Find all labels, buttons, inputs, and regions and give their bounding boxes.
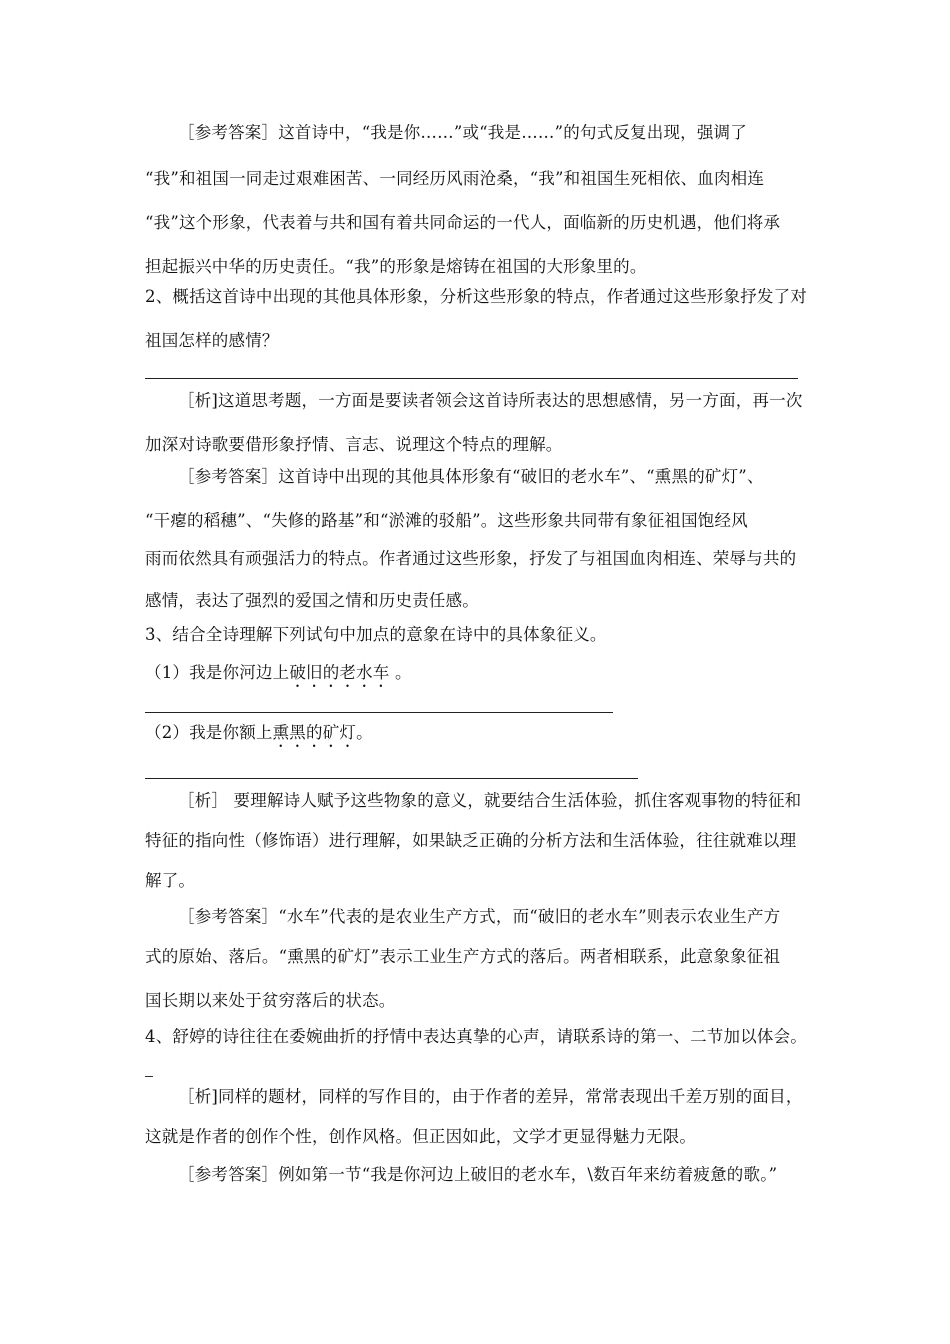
question-3-item-2 <box>145 722 815 751</box>
item-2-prefix: （2）我是你额上 <box>145 723 273 742</box>
reference-2-line-1: ［参考答案］这首诗中出现的其他具体形象有“破旧的老水车”、“熏黑的矿灯”、 <box>178 467 764 486</box>
answer-blank-line-3b <box>145 778 638 779</box>
answer-1-line-4: 担起振兴中华的历史责任。“我”的形象是熔铸在祖国的大形象里的。 <box>145 257 647 276</box>
question-2-line-1: 2、概括这首诗中出现的其他具体形象，分析这些形象的特点，作者通过这些形象抒发了对 <box>145 287 807 306</box>
reference-3-line-2: 式的原始、落后。“熏黑的矿灯”表示工业生产方式的落后。两者相联系，此意象象征祖 <box>145 947 781 966</box>
reference-4-line-1: ［参考答案］例如第一节“我是你河边上破旧的老水车，\数百年来纺着疲惫的歌。” <box>178 1165 778 1184</box>
analysis-4-line-2: 这就是作者的创作个性，创作风格。但正因如此，文学才更显得魅力无限。 <box>145 1127 697 1146</box>
analysis-2-line-2: 加深对诗歌要借形象抒情、言志、说理这个特点的理解。 <box>145 435 563 454</box>
item-2-dotted-phrase: 熏黑的矿灯 <box>272 723 357 742</box>
item-1-dotted-phrase: 破旧的老水车 <box>289 663 390 682</box>
item-1-suffix: 。 <box>389 663 412 682</box>
reference-3-line-3: 国长期以来处于贫穷落后的状态。 <box>145 991 396 1010</box>
question-4: 4、舒婷的诗往往在委婉曲折的抒情中表达真挚的心声，请联系诗的第一、二节加以体会。 <box>145 1027 807 1046</box>
analysis-3-line-3: 解了。 <box>145 871 196 890</box>
reference-2-line-4: 感情，表达了强烈的爱国之情和历史责任感。 <box>145 591 479 610</box>
answer-blank-line-2 <box>145 378 798 379</box>
analysis-3-line-2: 特征的指向性（修饰语）进行理解，如果缺乏正确的分析方法和生活体验，往往就难以理 <box>145 831 797 850</box>
answer-blank-mark-4 <box>145 1076 153 1077</box>
question-3-item-1 <box>145 662 815 691</box>
item-1-prefix: （1）我是你河边上 <box>145 663 290 682</box>
reference-3-line-1: ［参考答案］“水车”代表的是农业生产方式，而“破旧的老水车”则表示农业生产方 <box>178 907 781 926</box>
question-2-line-2: 祖国怎样的感情？ <box>145 331 279 350</box>
analysis-2-line-1: ［析]这道思考题，一方面是要读者领会这首诗所表达的思想感情，另一方面，再一次 <box>178 391 803 410</box>
answer-1-line-2: “我”和祖国一同走过艰难困苦、一同经历风雨沧桑，“我”和祖国生死相依、血肉相连 <box>145 169 765 188</box>
answer-1-line-3: “我”这个形象，代表着与共和国有着共同命运的一代人，面临新的历史机遇，他们将承 <box>145 213 781 232</box>
question-3-title: 3、结合全诗理解下列试句中加点的意象在诗中的具体象征义。 <box>145 625 607 644</box>
analysis-4-line-1: ［析]同样的题材，同样的写作目的，由于作者的差异，常常表现出千差万别的面目， <box>178 1087 803 1106</box>
reference-2-line-2: “干瘪的稻穗”、“失修的路基”和“淤滩的驳船”。这些形象共同带有象征祖国饱经风 <box>145 511 748 530</box>
answer-blank-line-3a <box>145 712 613 713</box>
answer-1-line-1: ［参考答案］这首诗中，“我是你……”或“我是……”的句式反复出现，强调了 <box>178 123 747 142</box>
analysis-3-line-1: ［析］ 要理解诗人赋予这些物象的意义，就要结合生活体验，抓住客观事物的特征和 <box>178 791 802 810</box>
item-2-suffix: 。 <box>356 723 373 742</box>
reference-2-line-3: 雨而依然具有顽强活力的特点。作者通过这些形象，抒发了与祖国血肉相连、荣辱与共的 <box>145 549 797 568</box>
